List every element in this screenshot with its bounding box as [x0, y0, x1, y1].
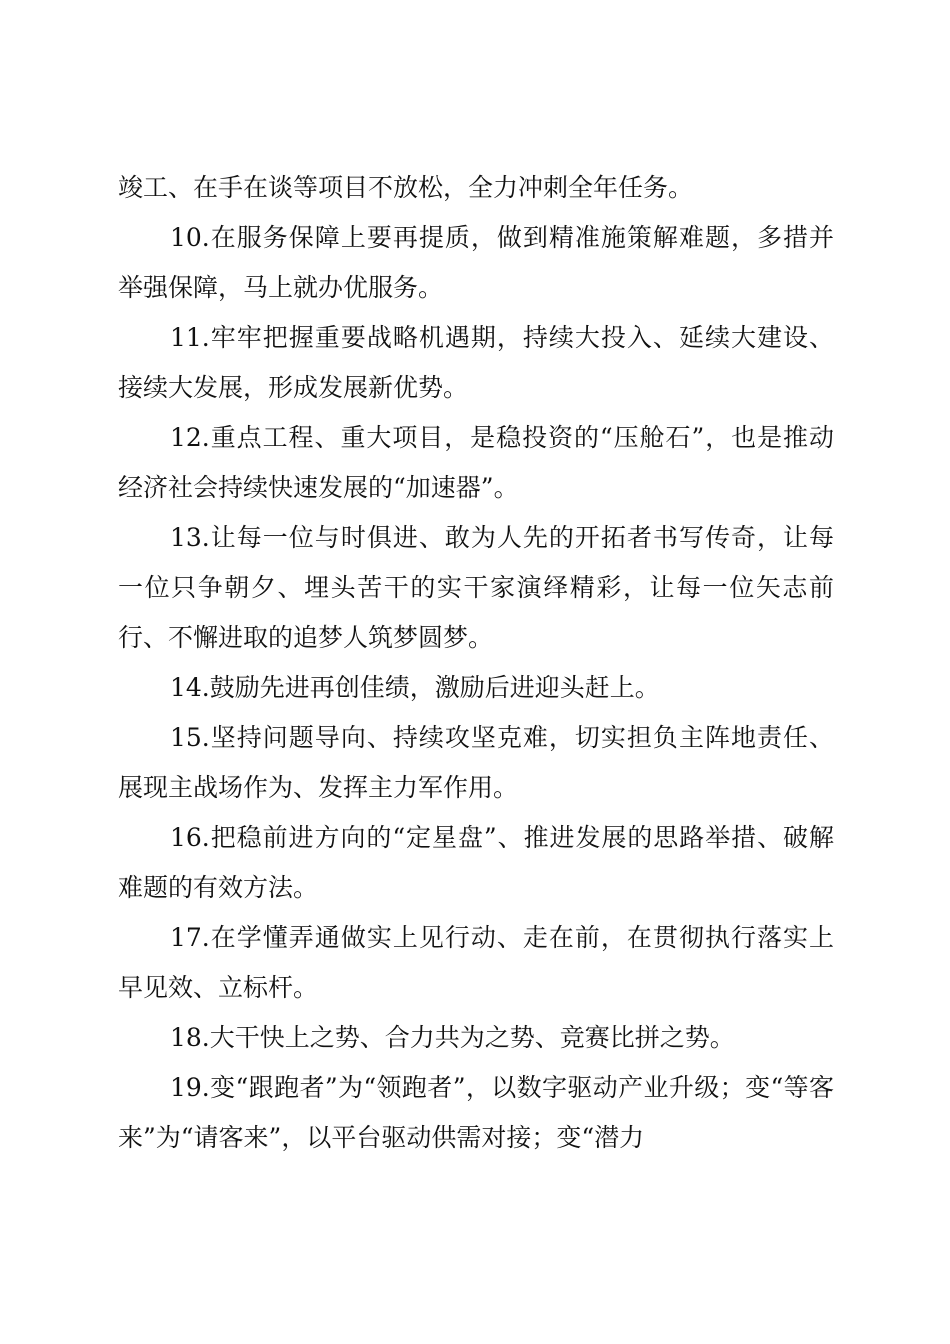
paragraph-item-11: 11.牢牢把握重要战略机遇期，持续大投入、延续大建设、接续大发展，形成发展新优势。 [118, 323, 834, 402]
paragraph-item-12: 12.重点工程、重大项目，是稳投资的“压舱石”，也是推动经济社会持续快速发展的“加速器”。 [118, 423, 834, 502]
paragraph-item-16: 16.把稳前进方向的“定星盘”、推进发展的思路举措、破解难题的有效方法。 [118, 823, 834, 902]
paragraph-item-14: 14.鼓励先进再创佳绩，激励后进迎头赶上。 [170, 673, 660, 702]
paragraph-item-10: 10.在服务保障上要再提质，做到精准施策解难题，多措并举强保障，马上就办优服务。 [118, 223, 834, 302]
paragraph-item-15: 15.坚持问题导向、持续攻坚克难，切实担负主阵地责任、展现主战场作为、发挥主力军作用。 [118, 723, 834, 802]
paragraph-item-18: 18.大干快上之势、合力共为之势、竞赛比拼之势。 [170, 1023, 735, 1052]
document-body [118, 163, 834, 1163]
paragraph-continuation: 竣工、在手在谈等项目不放松，全力冲刺全年任务。 [118, 173, 694, 202]
paragraph-item-17: 17.在学懂弄通做实上见行动、走在前，在贯彻执行落实上早见效、立标杆。 [118, 923, 834, 1002]
paragraph-item-19: 19.变“跟跑者”为“领跑者”，以数字驱动产业升级；变“等客来”为“请客来”，以平台驱动供需对接；变“潜力 [118, 1073, 834, 1152]
paragraph-item-13: 13.让每一位与时俱进、敢为人先的开拓者书写传奇，让每一位只争朝夕、埋头苦干的实干家演绎精彩，让每一位矢志前行、不懈进取的追梦人筑梦圆梦。 [118, 523, 834, 652]
